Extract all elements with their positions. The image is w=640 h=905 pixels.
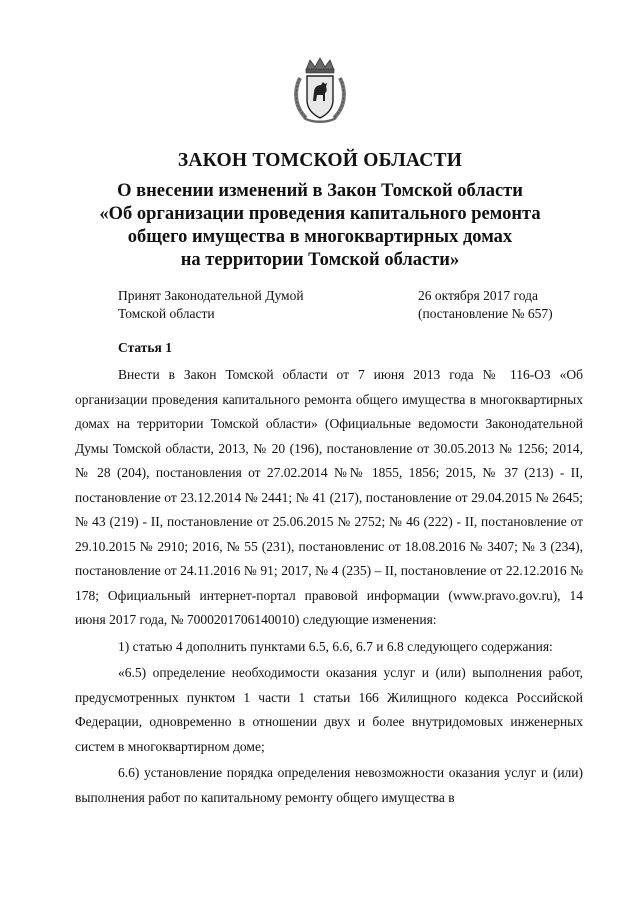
law-subtitle: [90, 180, 550, 272]
adoption-date-line: 26 октября 2017 года: [418, 288, 538, 303]
article-paragraph: 1) статью 4 дополнить пунктами 6.5, 6.6, 6.7 и 6.8 следующего содержания:: [118, 638, 553, 654]
subtitle-line: «Об организации проведения капитального ремонта: [99, 204, 541, 224]
article-heading: Статья 1: [118, 340, 172, 355]
subtitle-line: О внесении изменений в Закон Томской области: [117, 181, 523, 201]
article-paragraph: 6.6) установление порядка определения невозможности оказания услуг и (или) выполнения работ по капитальному ремонту общего имущества в: [75, 765, 583, 805]
article-body: [75, 363, 583, 810]
adoption-resolution-line: (постановление № 657): [418, 306, 553, 321]
article-paragraph: «6.5) определение необходимости оказания услуг и (или) выполнения работ, предусмотренных пунктом 1 части 1 статьи 166 Жилищного кодекса Российской Федерации, одновременно в отношении двух и более внутридомовых инженерных систем в многоквартирном доме;: [75, 665, 583, 754]
subtitle-line: на территории Томской области»: [180, 250, 460, 270]
article-paragraph: Внести в Закон Томской области от 7 июня 2013 года № 116-ОЗ «Об организации проведения капитального ремонта общего имущества в многоквартирных домах на территории Томской области» (Официальные ведомости Законодательной Думы Томской области, 2013, № 20 (196), постановление от 30.05.2013 № 1256; 2014, № 28 (204), постановления от 27.02.2014 №№ 1855, 1856; 2015, № 37 (213) - II, постановление от 23.12.2014 № 2441; № 41 (217), постановление от 29.04.2015 № 2645; № 43 (219) - II, постановление от 25.06.2015 № 2752; № 46 (222) - II, постановление от 29.10.2015 № 2910; 2016, № 55 (231), постановлениc от 18.08.2016 № 3407; № 3 (234), постановление от 24.11.2016 № 91; 2017, № 4 (235) – II, постановление от 22.12.2016 № 178; Официальный интернет-портал правовой информации (www.pravo.gov.ru), 14 июня 2017 года, № 7000201706140010) следующие изменения:: [75, 367, 583, 627]
adoption-date: [418, 287, 553, 323]
tomsk-region-coat-of-arms-icon: [292, 56, 348, 126]
adoption-body-line: Томской области: [118, 306, 215, 321]
subtitle-line: общего имущества в многоквартирных домах: [127, 227, 513, 247]
adoption-body: [118, 287, 304, 323]
adoption-body-line: Принят Законодательной Думой: [118, 288, 304, 303]
law-title: ЗАКОН ТОМСКОЙ ОБЛАСТИ: [177, 150, 463, 171]
